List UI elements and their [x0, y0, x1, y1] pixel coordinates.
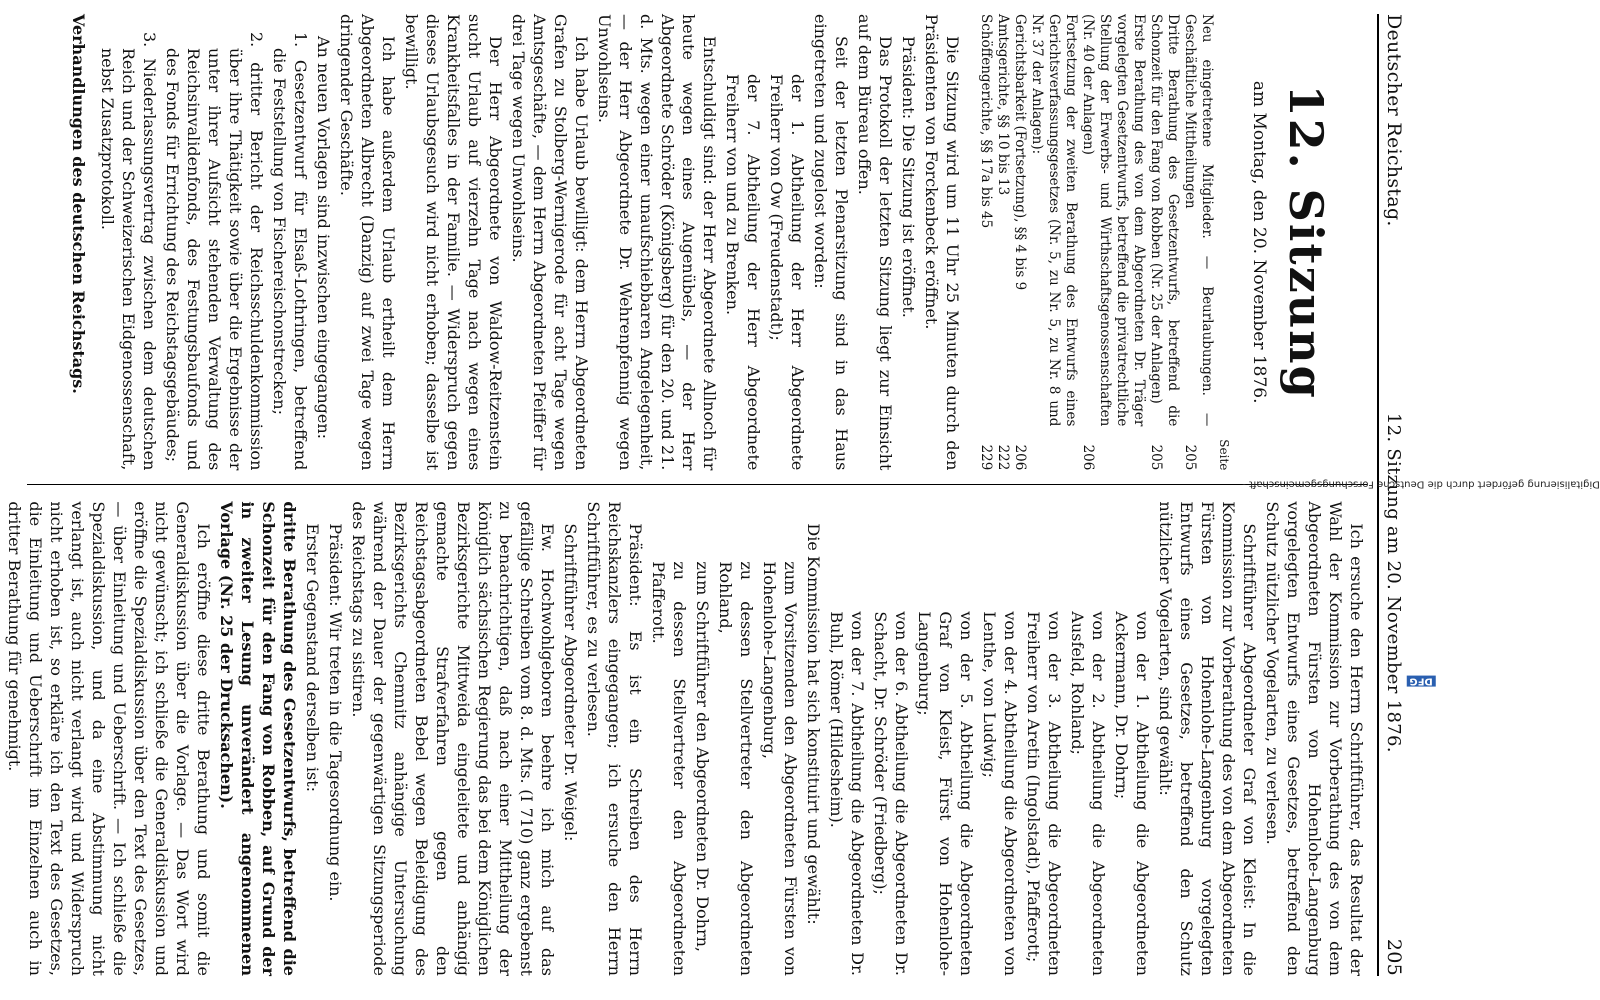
toc-entry-text: Dritte Berathung des Gesetzentwurfs, betreffend die Schonzeit für den Fang von Robben (Nr. 25 der Anlagen)	[1148, 14, 1181, 427]
left-body	[313, 14, 963, 470]
toc-entry-page: 206	[1080, 444, 1096, 471]
toc-entry-page: 206	[1012, 444, 1028, 471]
commission-entry: von der 5. Abtheilung die Abgeordneten Graf von Kleist, Fürst von Hohenlohe-Langenburg;	[915, 611, 976, 976]
toc-entry-page: 205	[1182, 444, 1198, 471]
toc-row	[1011, 14, 1028, 470]
paragraph: Der Herr Abgeordnete von Waldow-Reitzenstein sucht Urlaub auf vierzehn Tage nach wegen eines Krankheitsfalles in der Familie. — Widerspruch gegen dieses Urlaubsgesuch wird nicht erhoben; dasselbe ist bewilligt.	[402, 14, 505, 471]
watermark-text: Digitalisierung gefördert durch die Deutsche Forschungsgemeinschaft -	[1242, 478, 1600, 490]
toc-row	[1028, 14, 1079, 470]
paragraph: der 1. Abtheilung der Herr Abgeordnete Freiherr von Ow (Freudenstadt);	[767, 74, 807, 471]
paragraph: zum Vorsitzenden den Abgeordneten Fürsten von Hohenlohe-Langenburg,	[760, 561, 800, 976]
bill-item: 2. dritter Bericht der Reichsschuldenkommission über ihre Thätigkeit sowie über die Ergebnisse der unter ihrer Aufsicht stehenden Verwaltung des Reichsinvalidenfonds, des Festungsbaufonds und des Fonds für Errichtung des Reichstagsgebäudes;	[163, 32, 266, 471]
paragraph: Schriftführer Abgeordneter Dr. Weigel:	[561, 523, 580, 842]
commission-entry: von der 4. Abtheilung die Abgeordneten von Lenthe, von Ludwig;	[980, 611, 1020, 976]
paragraph: Seit der letzten Plenarsitzung sind in das Haus eingetreten und zugelost worden:	[811, 14, 851, 471]
toc-row	[1181, 14, 1215, 470]
commission-entry: von der 1. Abtheilung die Abgeordneten Ackermann, Dr. Dohrn;	[1112, 611, 1152, 976]
toc-entry-page: 205	[1148, 444, 1164, 471]
header-left: Deutscher Reichstag.	[1383, 14, 1405, 227]
paragraph: Die Sitzung wird um 11 Uhr 25 Minuten durch den Präsidenten von Forckenbeck eröffnet.	[922, 14, 962, 471]
table-of-contents	[977, 14, 1232, 470]
paragraph: Präsident: Es ist ein Schreiben des Herrn Reichskanzlers eingegangen; ich ersuche den Herrn Schriftführer, es zu verlesen.	[584, 501, 645, 976]
paragraph: Präsident: Wir treten in die Tagesordnung ein.	[326, 523, 345, 902]
session-title: 12. Sitzung	[1279, 84, 1333, 400]
left-column	[27, 14, 1367, 485]
paragraph: Präsident: Die Sitzung ist eröffnet.	[899, 36, 918, 318]
paragraph: zu dessen Stellvertreter den Abgeordneten Rohland,	[716, 561, 756, 976]
toc-entry-text: Amtsgerichte, §§ 10 bis 13	[995, 14, 1011, 196]
toc-entry-text: Gerichtsbarkeit (Fortsetzung), §§ 4 bis 9	[1012, 14, 1028, 291]
paragraph: Erster Gegenstand derselben ist:	[303, 523, 322, 793]
paragraph: Die Kommission hat sich konstituirt und gewählt:	[804, 523, 823, 925]
paragraph: zum Schriftführer den Abgeordneten Dr. Dohrn,	[693, 561, 712, 952]
commission-entry: von der 6. Abtheilung die Abgeordneten Dr. Schacht, Dr. Schröder (Friedberg);	[871, 611, 911, 976]
toc-entry-text: Schöffengerichte, §§ 17a bis 45	[978, 14, 994, 229]
commission-entry: von der 3. Abtheilung die Abgeordneten Freiherr von Aretin (Ingolstadt), Pfafferott;	[1024, 611, 1064, 976]
session-date: am Montag, den 20. November 1876.	[1249, 80, 1269, 404]
paragraph: Schriftführer Abgeordneter Graf von Kleist: In die Kommission zur Vorberathung des von dem Abgeordneten Fürsten von Hohenlohe-Langenburg vorgelegten Entwurfs eines Gesetzes, betreffend den Schutz nützlicher Vogelarten, sind gewählt:	[1156, 501, 1259, 976]
paragraph: dritte Berathung des Gesetzentwurfs, betreffend die Schonzeit für den Fang von Robben, auf Grund der in zweiter Lesung unverändert angenommenen Vorlage (Nr. 25 der Drucksachen).	[217, 501, 299, 976]
right-column	[5, 485, 1367, 976]
paragraph: der 7. Abtheilung der Herr Abgeordnete Freiherr von und zu Brenken.	[723, 74, 763, 471]
commission-list	[826, 501, 1153, 976]
toc-row	[977, 14, 994, 470]
paragraph: Ich eröffne diese dritte Berathung und somit die Generaldiskussion über die Vorlage. — Das Wort wird nicht gewünscht; ich schließe die Generaldiskussion und eröffne die Spezialdiskussion über den Text des Gesetzes, — über Einleitung und Ueberschrift. — Ich schließe die Spezialdiskussion, und da eine Abstimmung nicht verlangt ist, auch nicht verlangt wird und Widerspruch nicht erhoben ist, so erkläre ich den Text des Gesetzes, die Einleitung und Ueberschrift im Einzelnen auch in dritter Berathung für genehmigt.	[5, 501, 213, 976]
paragraph: An neuen Vorlagen sind inzwischen eingegangen:	[314, 36, 333, 440]
toc-entry-text: Fortsetzung der zweiten Berathung des Entwurfs eines Gerichtsverfassungsgesetzes (Nr. 5, zu Nr. 5, zu Nr. 8 und Nr. 37 der Anlagen):	[1029, 14, 1079, 427]
bill-item: 3. Niederlassungsvertrag zwischen dem deutschen Reich und der Schweizerischen Eidgenossenschaft, nebst Zusatzprotokoll.	[98, 32, 159, 471]
toc-entry-text: Neu eingetretene Mitglieder. — Beurlaubungen. — Geschäftliche Mittheilungen	[1182, 14, 1215, 427]
paragraph: Ich ersuche den Herrn Schriftführer, das Resultat der Wahl der Kommission zur Vorberathung des von dem Abgeordneten Fürsten von Hohenlohe-Langenburg vorgelegten Entwurfs eines Gesetzes, betreffend den Schutz nützlicher Vogelarten, zu verlesen.	[1263, 501, 1366, 976]
toc-entry-page: 222	[995, 444, 1011, 471]
header-center: 12. Sitzung am 20. November 1876.	[1383, 412, 1404, 753]
commission-entry: von der 7. Abtheilung die Abgeordneten Dr. Buhl, Römer (Hildesheim).	[827, 611, 867, 976]
running-header	[1377, 14, 1404, 976]
paragraph: Das Protokoll der letzten Sitzung liegt zur Einsicht auf dem Büreau offen.	[855, 14, 895, 471]
toc-entry-page: 229	[978, 444, 994, 471]
toc-entry-text: Erste Berathung des von dem Abgeordneten Dr. Träger vorgelegten Gesetzentwurfs, betreffend die privatrechtliche Stellung der Erwerbs- und Wirthschaftsgenossenschaften (Nr. 40 der Anlagen)	[1080, 14, 1147, 427]
paragraph: Ich habe außerdem Urlaub ertheilt dem Herrn Abgeordneten Albrecht (Danzig) auf zwei Tage wegen dringender Geschäfte.	[337, 14, 398, 471]
toc-row	[994, 14, 1011, 470]
paragraph: Entschuldigt sind: der Herr Abgeordnete Allnoch für heute wegen eines Augenübels, — der Herr Abgeordnete Schröder (Königsberg) für den 20. und 21. d. Mts. wegen einer unaufschiebbaren Angelegenheit, — der Herr Abgeordnete Dr. Wehrenpfennig wegen Unwohlseins.	[595, 14, 719, 471]
new-bills-list	[97, 14, 311, 470]
paragraph: Ich habe Urlaub bewilligt: dem Herrn Abgeordneten Grafen zu Stolberg-Wernigerode für acht Tage wegen Amtsgeschäfte, — dem Herrn Abgeordneten Pfeiffer für drei Tage wegen Unwohlseins.	[509, 14, 591, 471]
right-body	[1155, 501, 1367, 976]
paragraph: zu dessen Stellvertreter den Abgeordneten Pfafferott.	[649, 561, 689, 976]
page-number: 205	[1383, 938, 1405, 976]
toc-row	[1147, 14, 1181, 470]
toc-row	[1079, 14, 1147, 470]
dfg-logo: DFG	[1406, 675, 1435, 686]
left-footer: Verhandlungen des deutschen Reichstags.	[69, 14, 88, 394]
toc-seite-label: Seite	[1217, 439, 1231, 471]
commission-entry: von der 2. Abtheilung die Abgeordneten Ausfeld, Rohland;	[1068, 611, 1108, 976]
paragraph	[0, 501, 2, 976]
paragraph: Ew. Hochwohlgeboren beehre ich mich auf das gefällige Schreiben vom 8. d. Mts. (I 710) ganz ergebenst zu benachrichtigen, daß nach einer Mittheilung der königlich sächsischen Regierung das bei dem Königlichen Bezirksgerichte Mittweida eingeleitete und anhängig gemachte Strafverfahren gegen den Reichstagsabgeordneten Bebel wegen Beleidigung des Bezirksgerichts Chemnitz anhängige Untersuchung während der Dauer der gegenwärtigen Sitzungsperiode des Reichstags zu sistiren.	[349, 501, 557, 976]
right-body-continued	[0, 501, 824, 976]
bill-item: 1. Gesetzentwurf für Elsaß-Lothringen, betreffend die Feststellung von Fischereischonstrecken;	[270, 32, 310, 471]
